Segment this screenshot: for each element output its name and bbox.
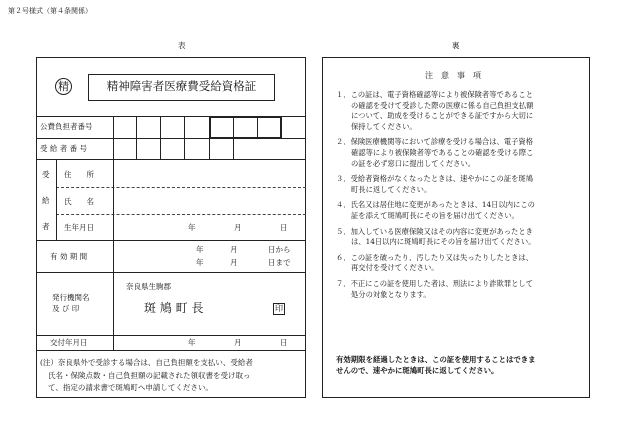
issue-date-day: 日 — [280, 338, 288, 347]
front-note — [40, 357, 253, 395]
address-label: 住 所 — [64, 170, 94, 179]
issuer-label-line2: 及 び 印 — [52, 304, 80, 313]
validity-from-month: 月 — [230, 245, 238, 254]
validity-from-year: 年 — [196, 245, 204, 254]
back-heading: 裏 — [452, 41, 460, 50]
issuer-name: 斑 鳩 町 長 — [144, 301, 204, 315]
issuer-label-line1: 発行機関名 — [52, 293, 90, 302]
note-line: て、指定の請求書で斑鳩町へ申請してください。 — [48, 383, 213, 392]
issuer-seal-stamp: 印 — [275, 304, 283, 313]
payer-number-label: 公費負担者番号 — [40, 122, 93, 131]
validity-label: 有 効 期 間 — [50, 252, 88, 261]
validity-from-day: 日から — [268, 245, 291, 254]
notice-item: ５．加入している医療保険又はその内容に変更があったとき は、14日以内に斑鳩町長にその旨を届け出てください。 — [336, 226, 536, 247]
dob-year: 年 — [188, 223, 196, 232]
validity-to-year: 年 — [196, 258, 204, 267]
validity-to-day: 日まで — [268, 258, 291, 267]
note-line: (注）奈良県外で受診する場合は、自己負担額を支払い、受給者 — [40, 358, 253, 367]
issue-date-year: 年 — [188, 338, 196, 347]
dob-day: 日 — [280, 223, 288, 232]
note-line: 氏名・保険点数・自己負担額の記載された領収書を受け取っ — [48, 370, 251, 380]
dob-label: 生年月日 — [64, 223, 94, 232]
card-title: 精神障害者医療費受給資格証 — [106, 79, 257, 93]
notice-item: ２．保険医療機関等において診療を受ける場合は、電子資格 確認等により被保険者等であることの確認を受ける際こ の証を必ず窓口に提出してください。 — [336, 137, 534, 168]
dob-month: 月 — [234, 223, 242, 232]
seal-circle: 精 — [55, 78, 72, 95]
notice-item: ６．この証を破ったり、汚したり又は失ったりしたときは、 再交付を受けてください。 — [336, 252, 534, 273]
issue-date-label: 交付年月日 — [50, 338, 88, 347]
recipient-side-char-3: 者 — [42, 222, 50, 231]
notice-item: ３．受給者資格がなくなったときは、速やかにこの証を斑鳩 町長に返してください。 — [336, 174, 534, 194]
name-label: 氏 名 — [64, 197, 94, 206]
form-number: 第２号様式（第４条関係） — [8, 7, 92, 15]
recipient-side-char-2: 給 — [42, 196, 50, 205]
expiry-warning: 有効期限を経過したときは、この証を使用することはできま せんので、速やかに斑鳩町長に返してください。 — [336, 355, 536, 375]
notice-item: ４．氏名又は居住地に変更があったときは、14日以内にこの 証を添えて斑鳩町長にその旨を届け出てください。 — [336, 200, 535, 220]
recipient-side-char-1: 受 — [42, 170, 50, 179]
notes-title: 注 意 事 項 — [425, 71, 481, 80]
payer-check-digit-boxes — [209, 116, 282, 139]
issuer-prefecture: 奈良県生駒郡 — [126, 282, 171, 291]
front-heading: 表 — [178, 41, 186, 50]
notice-item: ７．不正にこの証を使用した者は、刑法により詐欺罪として 処分の対象となります。 — [336, 278, 534, 299]
notice-item: １．この証は、電子資格確認等により被保険者等であること の確認を受けて受診した際の医療に係る自己負担支払額 について、助成を受けることができる証ですから大切に 保持してください。 — [336, 90, 534, 131]
issue-date-month: 月 — [234, 338, 242, 347]
validity-to-month: 月 — [230, 258, 238, 267]
notes-list — [336, 90, 535, 305]
recipient-number-label: 受 給 者 番 号 — [40, 144, 88, 153]
